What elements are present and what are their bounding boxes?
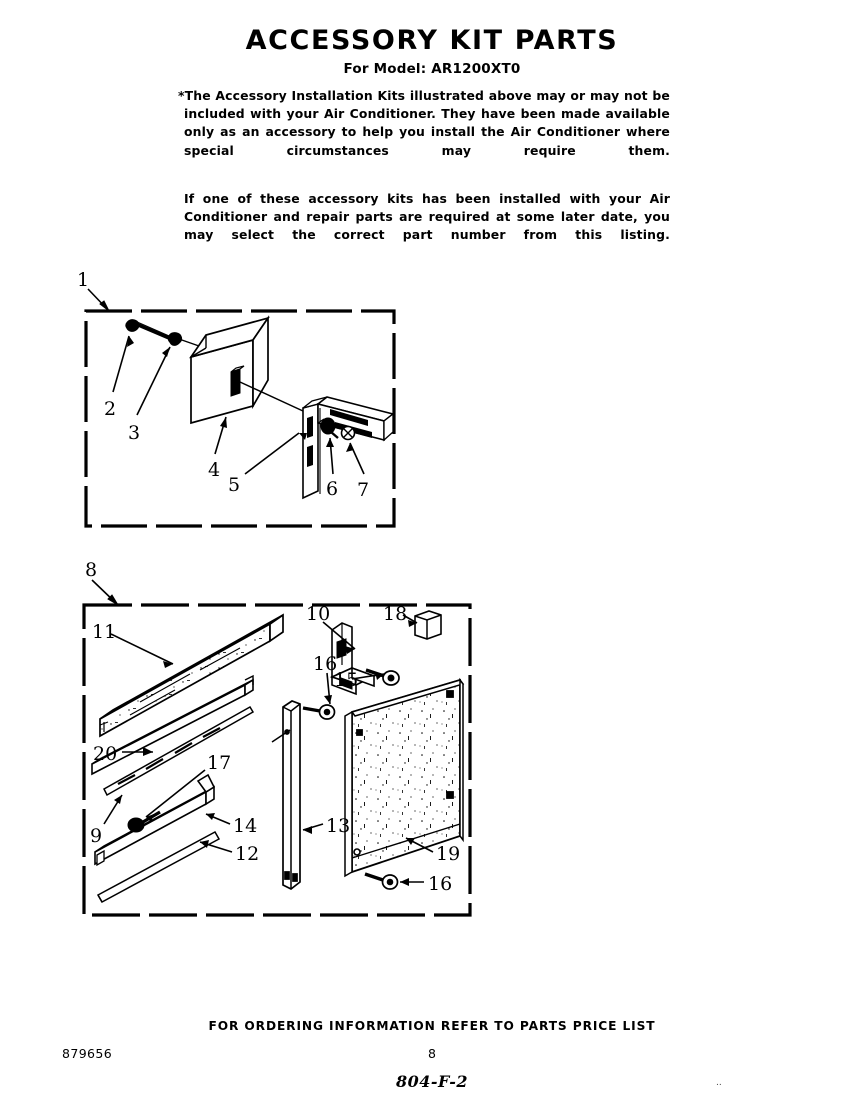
callout-label-19: 19 (436, 843, 461, 865)
callout-6-arrowhead (326, 438, 334, 447)
callout-5-leader (245, 433, 299, 474)
title-block (0, 26, 864, 77)
handwritten-annotation: 804-F-2 (396, 1072, 468, 1091)
page-number: 8 (428, 1046, 436, 1061)
callout-9-arrowhead (114, 795, 122, 804)
callout-3-leader (137, 347, 170, 415)
callout-label-4: 4 (208, 459, 221, 481)
part-7-washer (342, 427, 355, 440)
callout-label-8: 8 (85, 559, 98, 581)
page-title: ACCESSORY KIT PARTS (245, 25, 619, 56)
callout-label-1: 1 (77, 269, 90, 291)
intro-text-block (178, 87, 670, 275)
part-13-vertical-post (283, 701, 300, 889)
callout-label-5: 5 (228, 474, 241, 496)
accessory-kit-figure-1 (0, 262, 864, 537)
callout-label-7: 7 (357, 479, 370, 501)
intro-paragraph-1: *The Accessory Installation Kits illustrated above may or may not be included with your Air Conditioner. They have been made available only as an accessory to help you install the Air Conditioner where special circumstances may require them. (178, 88, 670, 158)
callout-label-16-upper: 16 (313, 653, 338, 675)
callout-16b-arrowhead (400, 878, 409, 886)
callout-11-leader (111, 634, 173, 664)
callout-label-2: 2 (104, 398, 117, 420)
publication-part-number: 879656 (62, 1046, 113, 1061)
callout-label-14: 14 (233, 815, 258, 837)
callout-label-6: 6 (326, 478, 339, 500)
callout-label-11: 11 (92, 621, 117, 643)
callout-2-leader (113, 336, 129, 392)
callout-3-arrowhead (162, 347, 170, 357)
callout-label-12: 12 (235, 843, 260, 865)
callout-label-9: 9 (90, 825, 103, 847)
model-subtitle: For Model: AR1200XT0 (343, 61, 521, 78)
accessory-kit-figure-2 (0, 552, 864, 927)
callout-label-15: 15 (334, 669, 359, 691)
callout-4-arrowhead (220, 417, 227, 428)
callout-13-arrowhead (303, 826, 312, 834)
callout-label-20: 20 (93, 743, 118, 765)
intro-paragraph-2: If one of these accessory kits has been installed with your Air Conditioner and repair parts are required at some later date, you may select the correct part number from this listing. (184, 191, 670, 243)
callout-label-3: 3 (128, 422, 141, 444)
callout-label-13: 13 (326, 815, 351, 837)
callout-16a-arrowhead (324, 695, 332, 704)
callout-label-16-lower: 16 (428, 873, 453, 895)
callout-label-10: 10 (306, 603, 331, 625)
callout-20-arrowhead (143, 747, 153, 756)
corner-scan-artifact: .. (716, 1078, 722, 1088)
callout-label-17: 17 (207, 752, 232, 774)
part-3-nut (168, 333, 199, 346)
part-16-screw-lower (365, 874, 398, 889)
ordering-information-note: FOR ORDERING INFORMATION REFER TO PARTS PRICE LIST (208, 1019, 656, 1033)
part-4-bracket (191, 318, 268, 423)
part-16-screw-upper (303, 705, 335, 719)
callout-label-18: 18 (383, 603, 408, 625)
part-18-block (415, 611, 441, 639)
